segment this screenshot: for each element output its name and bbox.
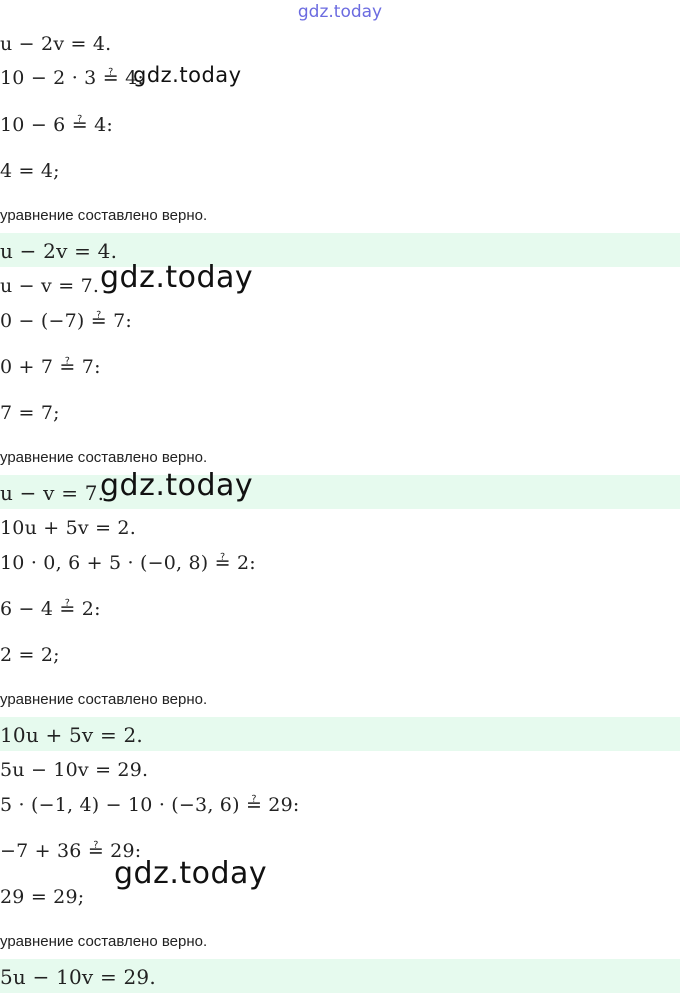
result-step-2c: 7 = 7;: [0, 402, 60, 424]
substitution-step-2a: 0 − (−7) ≟ 7:: [0, 310, 133, 332]
substitution-step-3a: 10 · 0, 6 + 5 · (−0, 8) ≟ 2:: [0, 552, 256, 574]
equation-1: u − 2v = 4.: [0, 33, 112, 55]
verdict-text-4: уравнение составлено верно.: [0, 933, 208, 950]
equation-2: u − v = 7.: [0, 275, 100, 297]
simplify-step-4b: −7 + 36 ≟ 29:: [0, 840, 142, 862]
equation-3: 10u + 5v = 2.: [0, 517, 136, 539]
verdict-text-3: уравнение составлено верно.: [0, 691, 208, 708]
verdict-text-2: уравнение составлено верно.: [0, 449, 208, 466]
simplify-step-1b: 10 − 6 ≟ 4:: [0, 114, 113, 136]
highlighted-equation-2: u − v = 7.: [0, 481, 105, 505]
result-step-1c: 4 = 4;: [0, 160, 60, 182]
watermark-4: gdz.today: [114, 856, 268, 891]
verdict-text-1: уравнение составлено верно.: [0, 207, 208, 224]
substitution-step-4a: 5 · (−1, 4) − 10 · (−3, 6) ≟ 29:: [0, 794, 300, 816]
watermark-2: gdz.today: [100, 260, 254, 295]
result-step-3c: 2 = 2;: [0, 644, 60, 666]
highlighted-equation-4: 5u − 10v = 29.: [0, 965, 156, 989]
watermark-3: gdz.today: [100, 468, 254, 503]
header-watermark: gdz.today: [297, 2, 383, 22]
highlighted-equation-3: 10u + 5v = 2.: [0, 723, 143, 747]
watermark-1: gdz.today: [133, 63, 242, 87]
simplify-step-3b: 6 − 4 ≟ 2:: [0, 598, 101, 620]
equation-4: 5u − 10v = 29.: [0, 759, 149, 781]
substitution-step-1a: 10 − 2 · 3 ≟ 4:: [0, 67, 144, 89]
simplify-step-2b: 0 + 7 ≟ 7:: [0, 356, 101, 378]
highlighted-equation-1: u − 2v = 4.: [0, 239, 118, 263]
result-step-4c: 29 = 29;: [0, 886, 85, 908]
